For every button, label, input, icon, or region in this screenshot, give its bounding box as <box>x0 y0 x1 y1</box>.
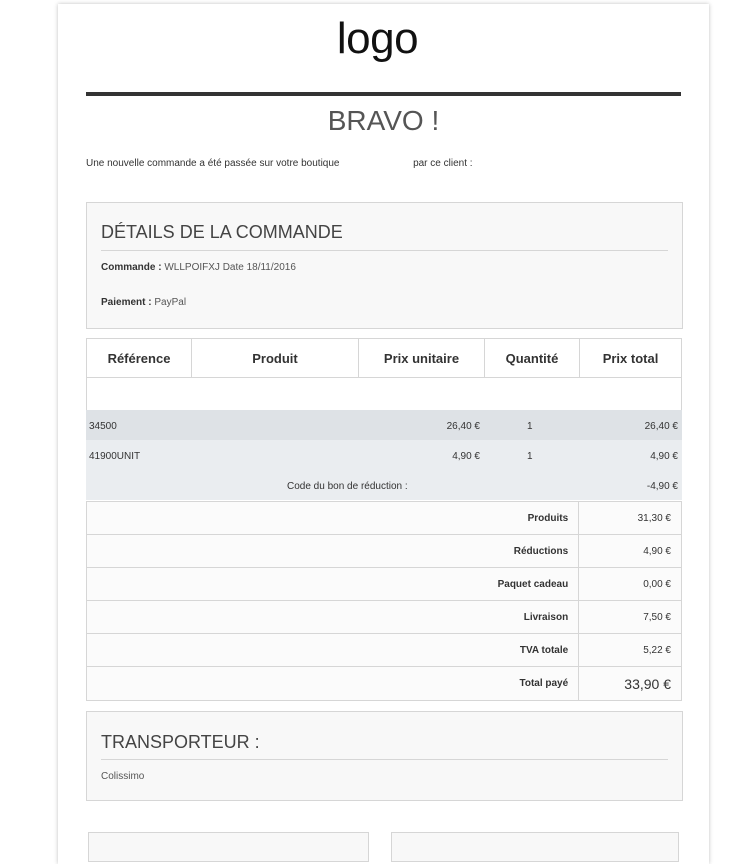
totals-value: 7,50 € <box>579 601 682 634</box>
order-line <box>101 262 296 273</box>
header-quantity: Quantité <box>485 339 580 378</box>
row-unit-price: 26,40 € <box>446 421 480 432</box>
intro-text-after: par ce client : <box>413 158 473 169</box>
row-unit-price: 4,90 € <box>452 451 480 462</box>
items-table-header <box>87 339 682 378</box>
totals-value: 0,00 € <box>579 568 682 601</box>
totals-label: TVA totale <box>87 634 579 667</box>
grand-total-label: Total payé <box>87 667 579 701</box>
header-product: Produit <box>192 339 359 378</box>
totals-row <box>87 568 682 601</box>
row-quantity: 1 <box>527 421 533 432</box>
table-row <box>86 410 682 440</box>
discount-value: -4,90 € <box>646 481 678 492</box>
items-table-spacer <box>87 378 682 413</box>
order-details-title: DÉTAILS DE LA COMMANDE <box>101 222 343 242</box>
items-table <box>86 338 682 413</box>
intro-text-before: Une nouvelle commande a été passée sur votre boutique <box>86 158 340 169</box>
address-box-right <box>391 832 679 862</box>
totals-label: Livraison <box>87 601 579 634</box>
totals-value: 5,22 € <box>579 634 682 667</box>
headline: BRAVO ! <box>327 105 440 136</box>
header-total-price: Prix total <box>580 339 682 378</box>
order-details-box <box>86 202 683 329</box>
grand-total-value: 33,90 € <box>579 667 682 701</box>
order-label: Commande : <box>101 262 162 273</box>
totals-label: Paquet cadeau <box>87 568 579 601</box>
carrier-box <box>86 711 683 801</box>
carrier-value: Colissimo <box>101 771 145 782</box>
payment-label: Paiement : <box>101 297 152 308</box>
row-total: 26,40 € <box>644 421 678 432</box>
header-unit-price: Prix unitaire <box>359 339 485 378</box>
items-rows <box>86 410 682 500</box>
address-box-left <box>88 832 369 862</box>
totals-value: 31,30 € <box>579 502 682 535</box>
totals-label: Produits <box>87 502 579 535</box>
payment-line <box>101 297 186 308</box>
grand-total-row <box>87 667 682 701</box>
totals-label: Réductions <box>87 535 579 568</box>
header-divider <box>86 92 681 96</box>
totals-row <box>87 502 682 535</box>
row-total: 4,90 € <box>650 451 678 462</box>
row-reference: 41900UNIT <box>89 451 141 462</box>
order-value: WLLPOIFXJ Date 18/11/2016 <box>164 262 296 273</box>
carrier-title: TRANSPORTEUR : <box>101 732 260 752</box>
totals-row <box>87 601 682 634</box>
discount-label: Code du bon de réduction : <box>287 481 408 492</box>
row-reference: 34500 <box>89 421 117 432</box>
totals-row <box>87 634 682 667</box>
order-details-divider <box>101 250 668 251</box>
carrier-divider <box>101 759 668 760</box>
payment-value: PayPal <box>154 297 187 308</box>
header-reference: Référence <box>87 339 192 378</box>
totals-table <box>86 501 682 701</box>
totals-value: 4,90 € <box>579 535 682 568</box>
logo: logo <box>336 14 419 63</box>
table-row <box>86 440 682 470</box>
row-quantity: 1 <box>527 451 533 462</box>
intro-text <box>86 158 473 169</box>
totals-row <box>87 535 682 568</box>
discount-row <box>86 470 682 500</box>
